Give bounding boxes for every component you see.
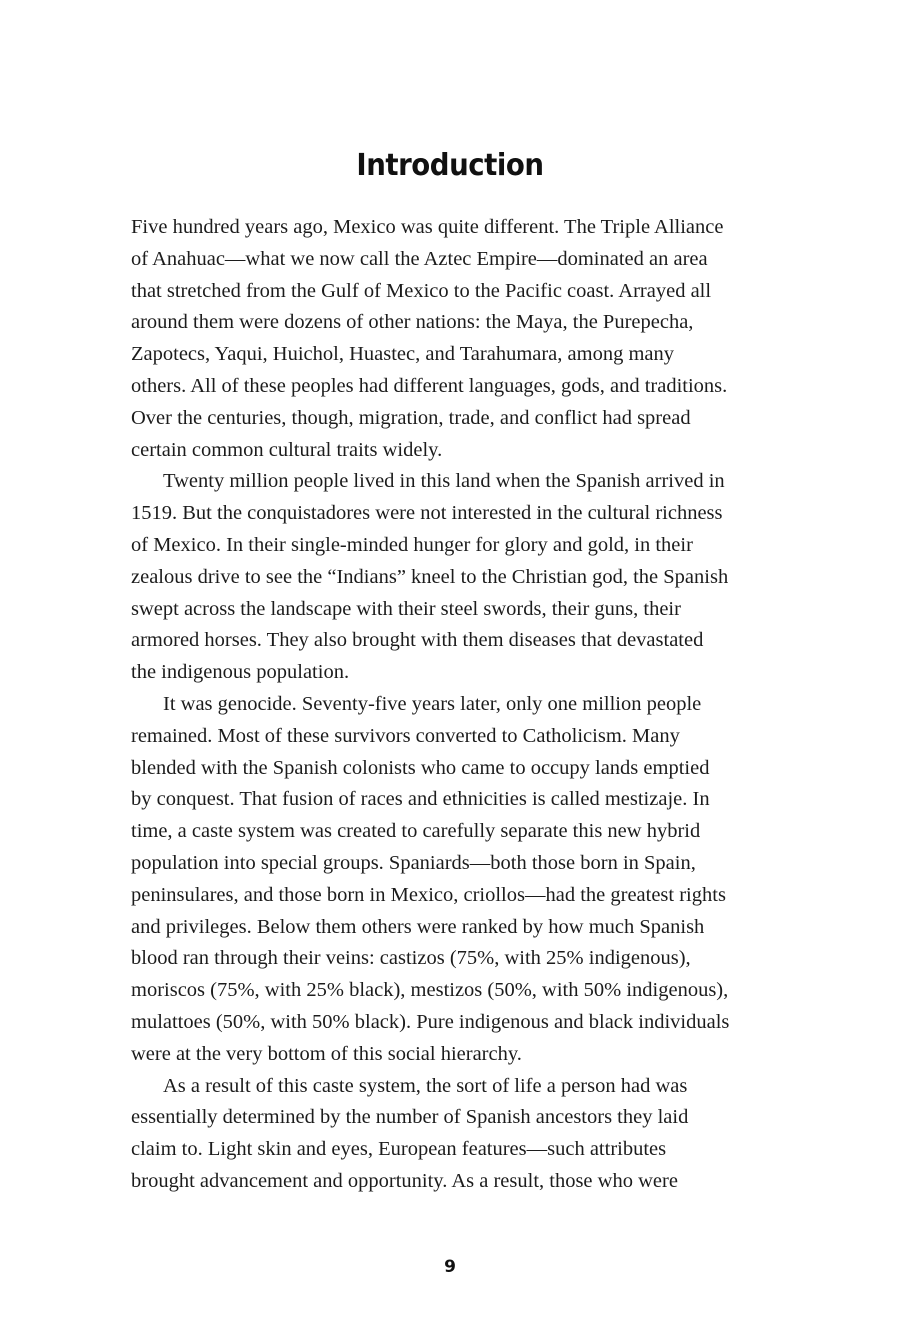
text-line: swept across the landscape with their steel swords, their guns, their xyxy=(131,597,681,620)
paragraph-4 xyxy=(131,1071,771,1198)
text-line: were at the very bottom of this social hierarchy. xyxy=(131,1042,522,1065)
text-line: time, a caste system was created to carefully separate this new hybrid xyxy=(131,820,701,843)
body-text xyxy=(131,212,771,1198)
text-line: blended with the Spanish colonists who came to occupy lands emptied xyxy=(131,756,710,779)
text-line: remained. Most of these survivors converted to Catholicism. Many xyxy=(131,724,680,747)
text-line: armored horses. They also brought with them diseases that devastated xyxy=(131,629,704,652)
text-line: Zapotecs, Yaqui, Huichol, Huastec, and Tarahumara, among many xyxy=(131,343,674,366)
text-line: As a result of this caste system, the sort of life a person had was xyxy=(163,1074,688,1097)
text-line: certain common cultural traits widely. xyxy=(131,438,443,461)
text-line: Over the centuries, though, migration, trade, and conflict had spread xyxy=(131,406,691,429)
text-line: claim to. Light skin and eyes, European features—such attributes xyxy=(131,1138,667,1161)
text-line: and privileges. Below them others were ranked by how much Spanish xyxy=(131,915,705,938)
text-line: peninsulares, and those born in Mexico, criollos—had the greatest rights xyxy=(131,883,726,906)
text-line: around them were dozens of other nations: the Maya, the Purepecha, xyxy=(131,311,694,334)
text-line: that stretched from the Gulf of Mexico to the Pacific coast. Arrayed all xyxy=(131,279,712,302)
chapter-title: Introduction xyxy=(356,148,544,184)
text-line: population into special groups. Spaniards—both those born in Spain, xyxy=(131,851,696,874)
paragraph-1 xyxy=(131,212,771,466)
page-number: 9 xyxy=(444,1257,456,1277)
text-line: zealous drive to see the “Indians” kneel to the Christian god, the Spanish xyxy=(131,565,729,588)
text-line: Twenty million people lived in this land when the Spanish arrived in xyxy=(163,470,725,493)
text-line: moriscos (75%, with 25% black), mestizos (50%, with 50% indigenous), xyxy=(131,979,729,1002)
text-line: blood ran through their veins: castizos (75%, with 25% indigenous), xyxy=(131,947,691,970)
text-line: by conquest. That fusion of races and ethnicities is called mestizaje. In xyxy=(131,788,710,811)
text-line: others. All of these peoples had different languages, gods, and traditions. xyxy=(131,374,728,397)
text-line: of Anahuac—what we now call the Aztec Empire—dominated an area xyxy=(131,247,708,270)
text-line: It was genocide. Seventy-five years later, only one million people xyxy=(163,692,702,715)
text-line: mulattoes (50%, with 50% black). Pure indigenous and black individuals xyxy=(131,1010,730,1033)
text-line: of Mexico. In their single-minded hunger for glory and gold, in their xyxy=(131,533,693,556)
text-line: essentially determined by the number of Spanish ancestors they laid xyxy=(131,1106,689,1129)
text-line: brought advancement and opportunity. As a result, those who were xyxy=(131,1169,678,1192)
paragraph-2 xyxy=(131,466,771,689)
text-line: 1519. But the conquistadores were not interested in the cultural richness xyxy=(131,502,723,525)
text-line: the indigenous population. xyxy=(131,661,350,684)
paragraph-3 xyxy=(131,689,771,1071)
text-line: Five hundred years ago, Mexico was quite different. The Triple Alliance xyxy=(131,216,724,238)
